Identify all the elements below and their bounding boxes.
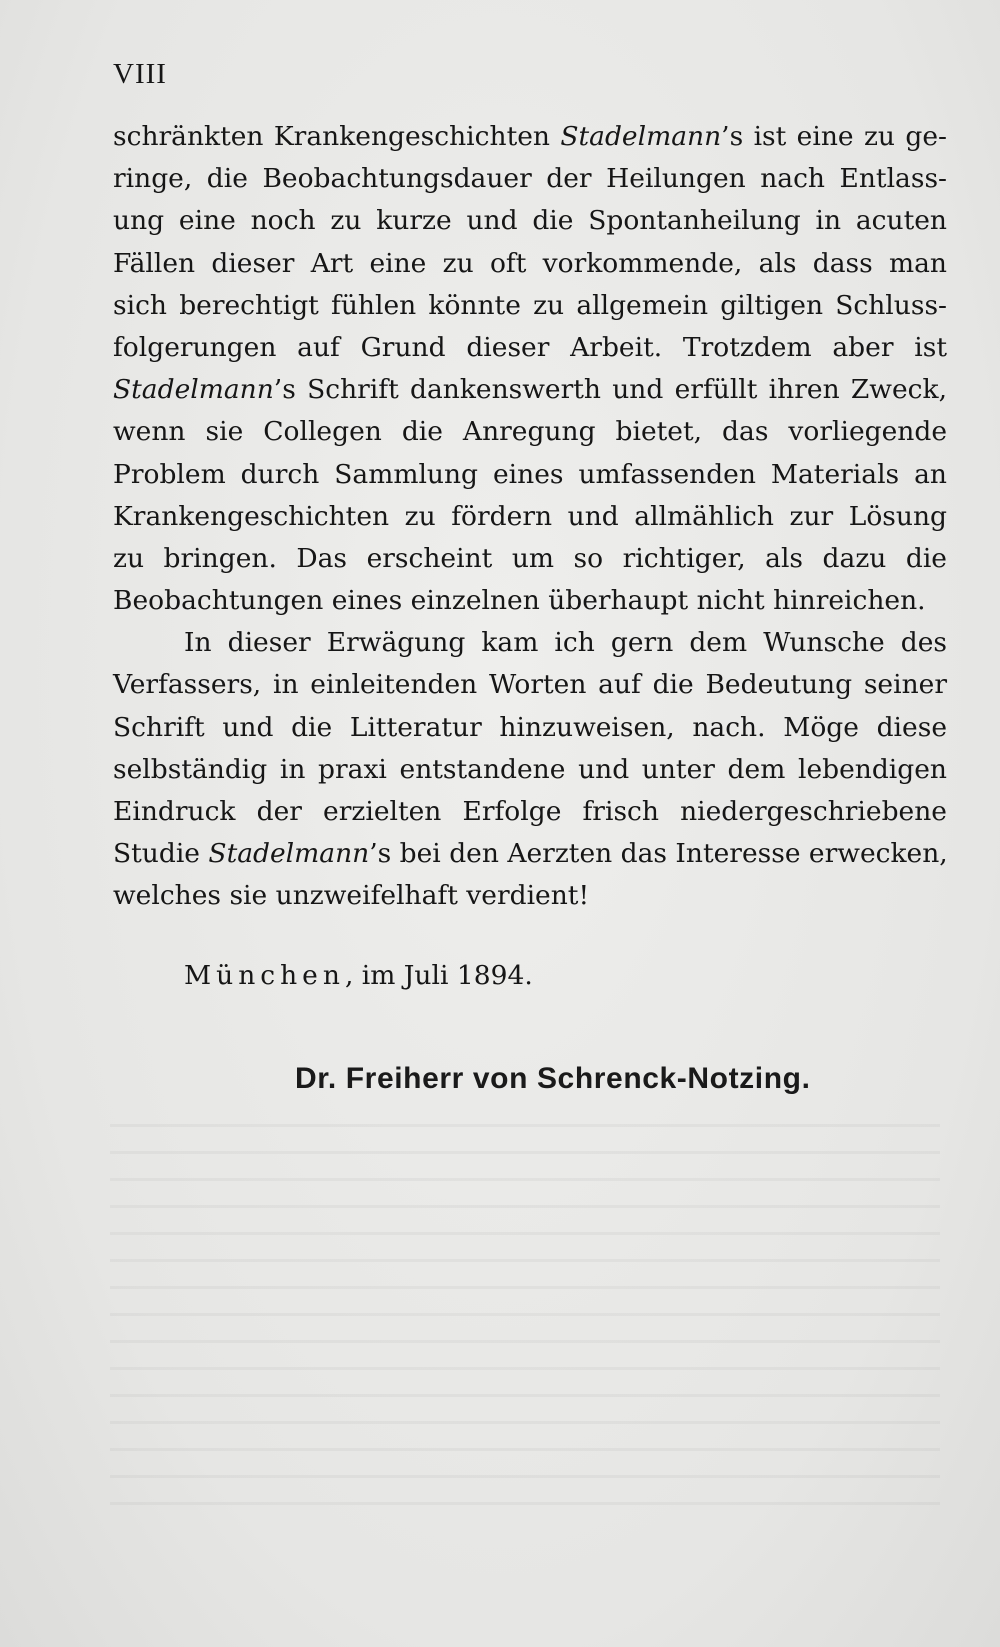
text-line-17: Eindruck der erzielten Erfolge frisch niedergeschriebene (113, 796, 947, 827)
text-line-9: Problem durch Sammlung eines umfassenden Materials an (113, 458, 947, 490)
page-number: VIII (113, 58, 167, 90)
text-line-19: welches sie unzweifelhaft verdient! (113, 880, 590, 912)
text-line-13: In dieser Erwägung kam ich gern dem Wunsche des (184, 627, 947, 659)
text-line-12: Beobachtungen eines einzelnen überhaupt nicht hinreichen. (113, 585, 926, 617)
text-line-8: wenn sie Collegen die Anregung bietet, das vorliegende (113, 416, 947, 448)
text-line-4: Fällen dieser Art eine zu oft vorkommende, als dass man (113, 247, 947, 279)
text-line-16: selbständig in praxi entstandene und unter dem lebendigen (113, 753, 947, 785)
text-line-15: Schrift und die Litteratur hinzuweisen, nach. Möge diese (113, 711, 947, 743)
text-line-2: ringe, die Beobachtungsdauer der Heilungen nach Entlass- (113, 163, 947, 195)
text-line-18: Studie Stadelmann’s bei den Aerzten das Interesse erwecken, (113, 838, 948, 870)
body-text (113, 116, 947, 918)
show-through-texture (110, 1100, 940, 1520)
text-line-10: Krankengeschichten zu fördern und allmählich zur Lösung (113, 500, 947, 532)
place-and-date (184, 960, 533, 991)
text-line-3: ung eine noch zu kurze und die Spontanheilung in acuten (113, 205, 947, 237)
author-signature: Dr. Freiherr von Schrenck-Notzing. (295, 1062, 811, 1095)
text-line-7: Stadelmann’s Schrift dankenswerth und erfüllt ihren Zweck, (113, 374, 947, 406)
text-line-6: folgerungen auf Grund dieser Arbeit. Trotzdem aber ist (113, 331, 947, 363)
text-line-11: zu bringen. Das erscheint um so richtiger, als dazu die (113, 542, 947, 574)
text-line-1: schränkten Krankengeschichten Stadelmann’s ist eine zu ge- (113, 121, 947, 152)
text-line-14: Verfassers, in einleitenden Worten auf die Bedeutung seiner (113, 669, 947, 701)
date-text: , im Juli 1894. (344, 960, 533, 991)
text-line-5: sich berechtigt fühlen könnte zu allgemein giltigen Schluss- (113, 289, 947, 321)
place-name: München (184, 960, 345, 991)
